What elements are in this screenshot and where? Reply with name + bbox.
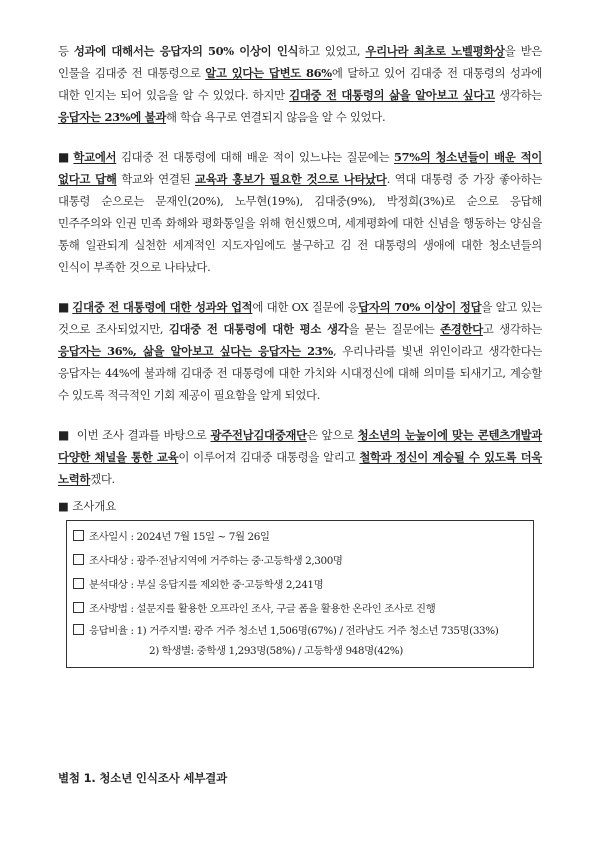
text: 김대중 전 대통령에 대해 배운 적이 있느냐는 질문에는 bbox=[116, 150, 395, 164]
overview-text: 조사방법 : 설문지를 활용한 오프라인 조사, 구글 폼을 활용한 온라인 조사로 진행 bbox=[89, 603, 436, 615]
checkbox-icon bbox=[73, 554, 84, 565]
overview-text: 분석대상 : 부실 응답지를 제외한 중·고등학생 2,241명 bbox=[89, 579, 324, 591]
text: 을 묻는 질문에는 bbox=[348, 322, 441, 336]
text: 을 알고 있는 것으로 조사되었지만, bbox=[58, 300, 542, 336]
emphasis-text: 성과에 대해서는 응답자의 50% 이상이 인식 bbox=[73, 44, 299, 58]
overview-row-analysis bbox=[73, 573, 525, 597]
text: 생각하는 bbox=[494, 88, 542, 102]
underlined-text: 알고 있다는 답변도 86% bbox=[205, 66, 332, 80]
overview-row-ratio-2 bbox=[73, 641, 525, 661]
text: 은 앞으로 bbox=[306, 428, 358, 442]
overview-text: 2) 학생별: 중학생 1,293명(58%) / 고등학생 948명(42%) bbox=[149, 645, 403, 657]
checkbox-icon bbox=[73, 624, 84, 635]
checkbox-icon bbox=[73, 578, 84, 589]
underlined-text: 우리나라 최초로 노벨평화상 bbox=[365, 44, 505, 58]
text: 등 bbox=[58, 44, 74, 58]
text: 이번 조사 결과를 바탕으로 bbox=[72, 428, 211, 442]
square-bullet-icon: ■ bbox=[58, 428, 70, 442]
overview-row-target bbox=[73, 549, 525, 573]
overview-text: 1) 거주지별: 광주 거주 청소년 1,506명(67%) / 전라남도 거주 청소년 735명(33%) bbox=[136, 625, 499, 637]
square-bullet-icon: ■ bbox=[58, 300, 70, 314]
underlined-text: 응답자는 36%, 삶을 알아보고 싶다는 응답자는 23% bbox=[58, 344, 333, 358]
text: 에 대한 OX 질문에 응 bbox=[252, 300, 359, 314]
overview-row-ratio bbox=[73, 621, 525, 641]
underlined-text: 존경한다 bbox=[440, 322, 483, 336]
overview-row-method bbox=[73, 597, 525, 621]
underlined-text: 교육과 홍보가 필요한 것으로 나타났다 bbox=[195, 172, 387, 186]
text: 겠다. bbox=[90, 472, 115, 486]
underlined-text: 답자의 70% 이상이 정답 bbox=[358, 300, 482, 314]
text: 이 이루어져 김대중 대통령을 알리고 bbox=[178, 450, 360, 464]
underlined-text: 김대중 전 대통령에 대한 성과와 업적 bbox=[72, 300, 253, 314]
paragraph-achievements bbox=[58, 296, 542, 406]
text: 하고 있었고, bbox=[298, 44, 366, 58]
paragraph-school-education bbox=[58, 146, 542, 278]
paragraph-awareness bbox=[58, 40, 542, 128]
underlined-text: 청소년의 눈높이에 맞는 콘텐츠개발과 다양한 채널을 통한 교육 bbox=[58, 428, 542, 464]
underlined-text: 김대중 전 대통령의 삶을 알아보고 싶다고 bbox=[289, 88, 495, 102]
underlined-text: 57%의 청소년들이 배운 적이 없다고 답해 bbox=[58, 150, 542, 186]
paragraph-foundation-plan bbox=[58, 424, 542, 490]
emphasis-text: 김대중 전 대통령에 대한 평소 생각 bbox=[168, 322, 349, 336]
text: , 우리나라를 빛낸 위인이라고 생각한다는 응답자는 44%에 불과해 김대중 전 대통령에 대한 가치와 시대정신에 대해 의미를 되새기고, 계승할 수 있도록 적극적인 기회 제공이 필요함을 알게 되었다. bbox=[58, 344, 543, 402]
survey-overview-title: ■ 조사개요 bbox=[58, 499, 117, 513]
square-bullet-icon: ■ bbox=[58, 150, 71, 164]
survey-overview-box bbox=[66, 520, 534, 668]
appendix-heading: 별첨 1. 청소년 인식조사 세부결과 bbox=[58, 771, 228, 785]
text: . 역대 대통령 중 가장 좋아하는 대통령 순으로는 문재인(20%), 노무현(19%), 김대중(9%), 박정희(3%)로 순으로 응답해 민주주의와 인권 민족 화해와 평화통일을 위해 헌신했으며, 세계평화에 대한 신념을 행동하는 양심을 통해 일관되게 실천한 세계적인 지도자임에도 불구하고 김 전 대통령의 생애에 대한 청소년들의 인식이 부족한 것으로 나타났다. bbox=[58, 172, 542, 274]
underlined-text: 철학과 정신이 계승될 수 있도록 더욱 노력하 bbox=[58, 450, 543, 486]
overview-row-date bbox=[73, 525, 525, 549]
overview-label: 응답비율 : bbox=[89, 625, 137, 637]
text: 을 받은 인물을 김대중 전 대통령으로 bbox=[58, 44, 543, 80]
document-page bbox=[58, 40, 542, 668]
underlined-text: 학교에서 bbox=[73, 150, 117, 164]
text: 고 생각하는 bbox=[482, 322, 543, 336]
overview-text: 조사일시 : 2024년 7월 15일 ~ 7월 26일 bbox=[89, 531, 270, 543]
checkbox-icon bbox=[73, 530, 84, 541]
overview-text: 조사대상 : 광주·전남지역에 거주하는 중·고등학생 2,300명 bbox=[89, 555, 343, 567]
text: 에 달하고 있어 김대중 전 대통령의 성과에 대한 인지는 되어 있음을 알 수 있었다. 하지만 bbox=[58, 66, 542, 102]
underlined-text: 응답자는 23%에 불과 bbox=[58, 110, 167, 124]
checkbox-icon bbox=[73, 602, 84, 613]
text: 해 학습 욕구로 연결되지 않음을 알 수 있었다. bbox=[166, 110, 386, 124]
text: 학교와 연결된 bbox=[116, 172, 196, 186]
underlined-text: 광주전남김대중재단 bbox=[210, 428, 307, 442]
